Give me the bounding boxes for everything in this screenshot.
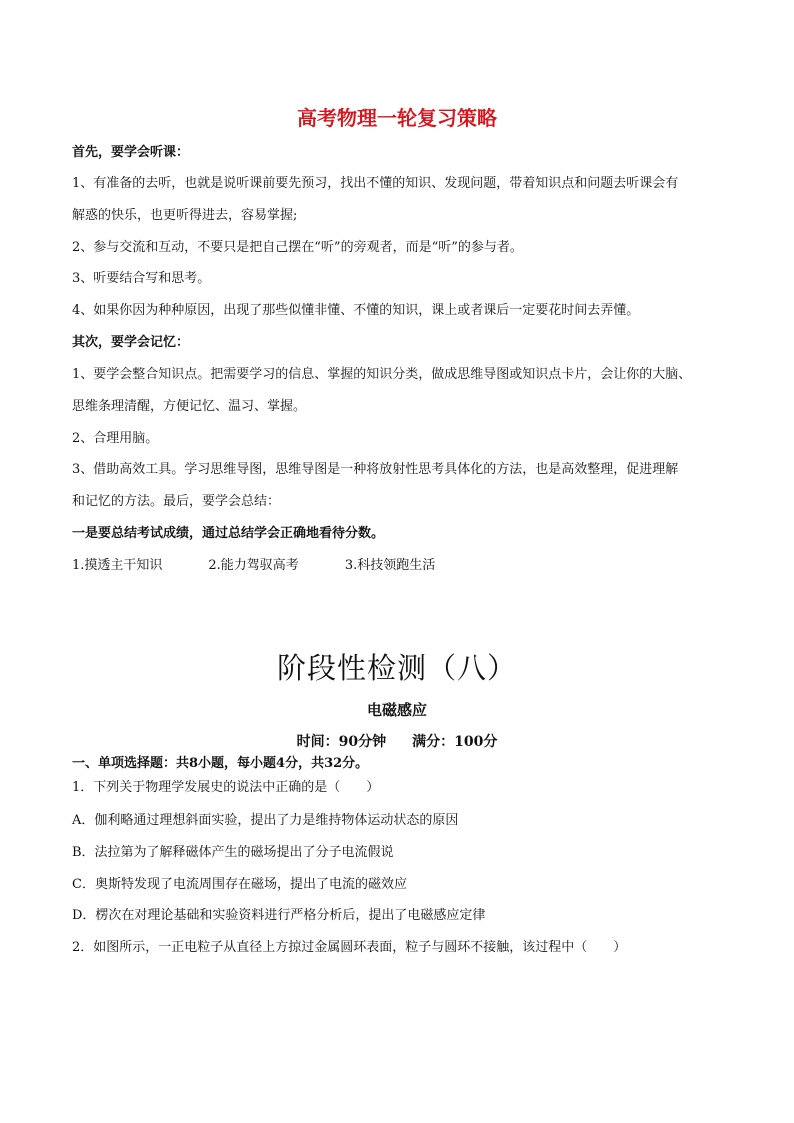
question-1-option-a: A．伽利略通过理想斜面实验，提出了力是维持物体运动状态的原因 xyxy=(72,813,459,828)
s1-item3: 3、听要结合写和思考。 xyxy=(72,271,211,286)
exam-time-info xyxy=(0,733,794,751)
s2-item1-line2: 思维条理清醒，方便记忆、温习、掌握。 xyxy=(72,399,307,414)
question-2: 2．如图所示，一正电粒子从直径上方掠过金属圆环表面，粒子与圆环不接触，该过程中（ ） xyxy=(72,940,627,955)
section1-heading: 首先，要学会听课： xyxy=(72,145,190,160)
s2-item3-line2: 和记忆的方法。最后，要学会总结： xyxy=(72,494,281,509)
key-point-2: 2.能力驾驭高考 xyxy=(208,558,299,573)
s1-item1-line1: 1、有准备的去听，也就是说听课前要先预习，找出不懂的知识、发现问题，带着知识点和问题去听课会有 xyxy=(72,176,679,191)
exam-title: 阶段性检测（八） xyxy=(276,651,517,685)
exam-time: 时间：90分钟 xyxy=(296,734,387,750)
s2-item1-line1: 1、要学会整合知识点。把需要学习的信息、掌握的知识分类，做成思维导图或知识点卡片，会让你的大脑、 xyxy=(72,367,692,382)
section2-heading: 其次，要学会记忆： xyxy=(72,335,190,350)
question-1: 1．下列关于物理学发展史的说法中正确的是（ ） xyxy=(72,780,380,795)
strategy-title: 高考物理一轮复习策略 xyxy=(297,106,497,130)
key-point-1: 1.摸透主干知识 xyxy=(72,558,163,573)
s2-item2: 2、合理用脑。 xyxy=(72,431,159,446)
question-1-option-c: C．奥斯特发现了电流周围存在磁场，提出了电流的磁效应 xyxy=(72,877,407,892)
question-1-option-b: B．法拉第为了解释磁体产生的磁场提出了分子电流假说 xyxy=(72,845,394,860)
question-1-option-d: D．楞次在对理论基础和实验资料进行严格分析后，提出了电磁感应定律 xyxy=(72,908,486,923)
exam-subtitle: 电磁感应 xyxy=(366,701,427,719)
key-points xyxy=(72,557,732,575)
s2-item3-line1: 3、借助高效工具。学习思维导图，思维导图是一种将放射性思考具体化的方法，也是高效整理，促进理解 xyxy=(72,462,679,477)
s1-item1-line2: 解惑的快乐，也更听得进去，容易掌握; xyxy=(72,208,298,223)
s1-item4: 4、如果你因为种种原因，出现了那些似懂非懂、不懂的知识，课上或者课后一定要花时间去弄懂。 xyxy=(72,303,640,318)
exam-score: 满分：100分 xyxy=(412,734,498,750)
summary-heading: 一是要总结考试成绩，通过总结学会正确地看待分数。 xyxy=(72,526,385,541)
key-point-3: 3.科技领跑生活 xyxy=(344,558,436,573)
exam-section-heading: 一、单项选择题：共8小题，每小题4分，共32分。 xyxy=(72,756,369,771)
s1-item2: 2、参与交流和互动，不要只是把自己摆在“听”的旁观者，而是“听”的参与者。 xyxy=(72,240,523,255)
